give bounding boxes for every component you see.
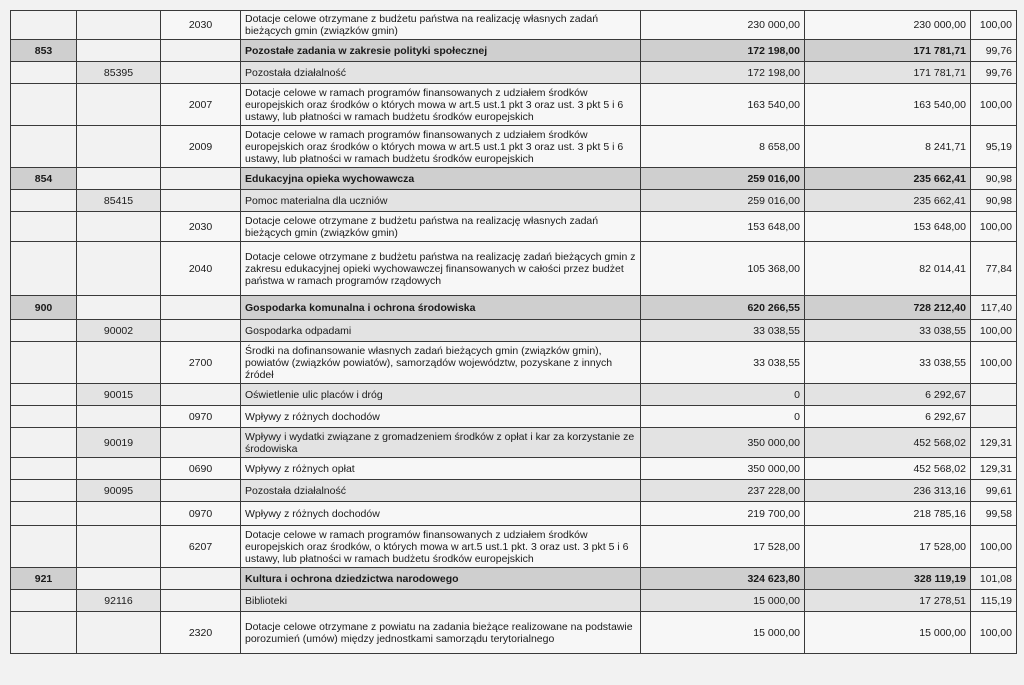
- dzial-cell: 854: [11, 168, 77, 190]
- plan-amount-cell: 15 000,00: [641, 590, 805, 612]
- rozdzial-cell: [77, 568, 161, 590]
- percent-cell: 100,00: [971, 612, 1017, 654]
- rozdzial-cell: 85415: [77, 190, 161, 212]
- dzial-cell: [11, 406, 77, 428]
- percent-cell: 100,00: [971, 84, 1017, 126]
- description-cell: Dotacje celowe otrzymane z powiatu na zadania bieżące realizowane na podstawie porozumień (umów) między jednostkami samorządu terytorialnego: [241, 612, 641, 654]
- description-cell: Pozostała działalność: [241, 62, 641, 84]
- paragraf-row: [11, 126, 1017, 168]
- paragraf-row: [11, 11, 1017, 40]
- executed-amount-cell: 236 313,16: [805, 480, 971, 502]
- dzial-cell: [11, 480, 77, 502]
- dzial-cell: [11, 190, 77, 212]
- rozdzial-cell: [77, 11, 161, 40]
- percent-cell: 77,84: [971, 242, 1017, 296]
- rozdzial-cell: [77, 84, 161, 126]
- description-cell: Gospodarka odpadami: [241, 320, 641, 342]
- plan-amount-cell: 172 198,00: [641, 40, 805, 62]
- plan-amount-cell: 620 266,55: [641, 296, 805, 320]
- plan-amount-cell: 259 016,00: [641, 190, 805, 212]
- rozdzial-cell: [77, 526, 161, 568]
- rozdzial-cell: 90015: [77, 384, 161, 406]
- percent-cell: 99,76: [971, 40, 1017, 62]
- percent-cell: 129,31: [971, 458, 1017, 480]
- paragraf-cell: 2030: [161, 11, 241, 40]
- rozdzial-cell: [77, 342, 161, 384]
- rozdzial-cell: 85395: [77, 62, 161, 84]
- percent-cell: 95,19: [971, 126, 1017, 168]
- dzial-cell: [11, 428, 77, 458]
- dzial-cell: [11, 126, 77, 168]
- executed-amount-cell: 230 000,00: [805, 11, 971, 40]
- paragraf-cell: 2040: [161, 242, 241, 296]
- percent-cell: 117,40: [971, 296, 1017, 320]
- executed-amount-cell: 33 038,55: [805, 320, 971, 342]
- paragraf-cell: [161, 190, 241, 212]
- executed-amount-cell: 6 292,67: [805, 384, 971, 406]
- executed-amount-cell: 33 038,55: [805, 342, 971, 384]
- dzial-cell: [11, 458, 77, 480]
- dzial-cell: [11, 384, 77, 406]
- dzial-cell: [11, 62, 77, 84]
- paragraf-cell: 2007: [161, 84, 241, 126]
- percent-cell: 129,31: [971, 428, 1017, 458]
- plan-amount-cell: 0: [641, 406, 805, 428]
- rozdzial-row: [11, 62, 1017, 84]
- percent-cell: 100,00: [971, 342, 1017, 384]
- description-cell: Dotacje celowe otrzymane z budżetu państwa na realizację własnych zadań bieżących gmin (związków gmin): [241, 11, 641, 40]
- executed-amount-cell: 452 568,02: [805, 428, 971, 458]
- description-cell: Wpływy i wydatki związane z gromadzeniem środków z opłat i kar za korzystanie ze środowiska: [241, 428, 641, 458]
- executed-amount-cell: 218 785,16: [805, 502, 971, 526]
- paragraf-cell: 0970: [161, 502, 241, 526]
- dzial-row: [11, 568, 1017, 590]
- executed-amount-cell: 153 648,00: [805, 212, 971, 242]
- description-cell: Oświetlenie ulic placów i dróg: [241, 384, 641, 406]
- executed-amount-cell: 235 662,41: [805, 168, 971, 190]
- executed-amount-cell: 171 781,71: [805, 62, 971, 84]
- percent-cell: 101,08: [971, 568, 1017, 590]
- paragraf-row: [11, 526, 1017, 568]
- paragraf-cell: [161, 62, 241, 84]
- rozdzial-row: [11, 480, 1017, 502]
- description-cell: Wpływy z różnych dochodów: [241, 502, 641, 526]
- budget-sheet: [10, 10, 1016, 654]
- dzial-cell: 853: [11, 40, 77, 62]
- executed-amount-cell: 17 278,51: [805, 590, 971, 612]
- paragraf-cell: [161, 480, 241, 502]
- plan-amount-cell: 219 700,00: [641, 502, 805, 526]
- budget-table-body: [11, 11, 1017, 654]
- dzial-cell: [11, 612, 77, 654]
- percent-cell: 90,98: [971, 168, 1017, 190]
- plan-amount-cell: 153 648,00: [641, 212, 805, 242]
- paragraf-cell: [161, 320, 241, 342]
- dzial-row: [11, 168, 1017, 190]
- description-cell: Dotacje celowe w ramach programów finansowanych z udziałem środków europejskich oraz środków, o których mowa w art.5 ust.1 pkt. 3 oraz ust. 3 pkt 5 i 6 ustawy, lub płatności w ramach budżetu środków europejskich: [241, 526, 641, 568]
- paragraf-cell: 0690: [161, 458, 241, 480]
- dzial-cell: [11, 526, 77, 568]
- dzial-cell: [11, 84, 77, 126]
- executed-amount-cell: 6 292,67: [805, 406, 971, 428]
- paragraf-cell: [161, 296, 241, 320]
- paragraf-cell: [161, 168, 241, 190]
- plan-amount-cell: 237 228,00: [641, 480, 805, 502]
- paragraf-cell: [161, 590, 241, 612]
- rozdzial-row: [11, 384, 1017, 406]
- executed-amount-cell: 8 241,71: [805, 126, 971, 168]
- dzial-cell: [11, 242, 77, 296]
- paragraf-cell: 6207: [161, 526, 241, 568]
- description-cell: Kultura i ochrona dziedzictwa narodowego: [241, 568, 641, 590]
- percent-cell: 99,61: [971, 480, 1017, 502]
- rozdzial-cell: [77, 126, 161, 168]
- plan-amount-cell: 17 528,00: [641, 526, 805, 568]
- rozdzial-row: [11, 590, 1017, 612]
- percent-cell: 100,00: [971, 526, 1017, 568]
- percent-cell: 90,98: [971, 190, 1017, 212]
- dzial-row: [11, 296, 1017, 320]
- description-cell: Wpływy z różnych dochodów: [241, 406, 641, 428]
- percent-cell: 100,00: [971, 320, 1017, 342]
- rozdzial-cell: [77, 212, 161, 242]
- rozdzial-cell: [77, 242, 161, 296]
- executed-amount-cell: 235 662,41: [805, 190, 971, 212]
- paragraf-cell: 2700: [161, 342, 241, 384]
- percent-cell: 100,00: [971, 11, 1017, 40]
- dzial-cell: [11, 320, 77, 342]
- executed-amount-cell: 728 212,40: [805, 296, 971, 320]
- description-cell: Pomoc materialna dla uczniów: [241, 190, 641, 212]
- plan-amount-cell: 324 623,80: [641, 568, 805, 590]
- dzial-cell: [11, 11, 77, 40]
- dzial-cell: [11, 502, 77, 526]
- plan-amount-cell: 8 658,00: [641, 126, 805, 168]
- paragraf-row: [11, 84, 1017, 126]
- executed-amount-cell: 171 781,71: [805, 40, 971, 62]
- executed-amount-cell: 163 540,00: [805, 84, 971, 126]
- executed-amount-cell: 452 568,02: [805, 458, 971, 480]
- paragraf-row: [11, 458, 1017, 480]
- rozdzial-cell: [77, 612, 161, 654]
- plan-amount-cell: 350 000,00: [641, 458, 805, 480]
- rozdzial-cell: [77, 502, 161, 526]
- description-cell: Dotacje celowe otrzymane z budżetu państwa na realizację własnych zadań bieżących gmin (związków gmin): [241, 212, 641, 242]
- paragraf-cell: [161, 428, 241, 458]
- paragraf-cell: 2009: [161, 126, 241, 168]
- paragraf-cell: [161, 384, 241, 406]
- dzial-cell: 900: [11, 296, 77, 320]
- description-cell: Pozostałe zadania w zakresie polityki społecznej: [241, 40, 641, 62]
- description-cell: Pozostała działalność: [241, 480, 641, 502]
- description-cell: Biblioteki: [241, 590, 641, 612]
- paragraf-row: [11, 212, 1017, 242]
- paragraf-row: [11, 242, 1017, 296]
- plan-amount-cell: 105 368,00: [641, 242, 805, 296]
- plan-amount-cell: 33 038,55: [641, 320, 805, 342]
- paragraf-row: [11, 406, 1017, 428]
- description-cell: Dotacje celowe w ramach programów finansowanych z udziałem środków europejskich oraz środków o których mowa w art.5 ust.1 pkt 3 oraz ust. 3 pkt 5 i 6 ustawy, lub płatności w ramach budżetu środków europejskich: [241, 126, 641, 168]
- plan-amount-cell: 350 000,00: [641, 428, 805, 458]
- rozdzial-row: [11, 190, 1017, 212]
- percent-cell: [971, 406, 1017, 428]
- plan-amount-cell: 0: [641, 384, 805, 406]
- description-cell: Środki na dofinansowanie własnych zadań bieżących gmin (związków gmin), powiatów (związków powiatów), samorządów województw, pozyskane z innych źródeł: [241, 342, 641, 384]
- description-cell: Edukacyjna opieka wychowawcza: [241, 168, 641, 190]
- dzial-cell: [11, 212, 77, 242]
- description-cell: Gospodarka komunalna i ochrona środowiska: [241, 296, 641, 320]
- paragraf-row: [11, 612, 1017, 654]
- rozdzial-cell: [77, 458, 161, 480]
- rozdzial-cell: 90019: [77, 428, 161, 458]
- dzial-cell: [11, 342, 77, 384]
- executed-amount-cell: 15 000,00: [805, 612, 971, 654]
- rozdzial-cell: 90095: [77, 480, 161, 502]
- dzial-cell: 921: [11, 568, 77, 590]
- paragraf-cell: 2320: [161, 612, 241, 654]
- dzial-row: [11, 40, 1017, 62]
- plan-amount-cell: 15 000,00: [641, 612, 805, 654]
- plan-amount-cell: 259 016,00: [641, 168, 805, 190]
- plan-amount-cell: 172 198,00: [641, 62, 805, 84]
- paragraf-row: [11, 502, 1017, 526]
- paragraf-cell: 0970: [161, 406, 241, 428]
- paragraf-cell: [161, 40, 241, 62]
- plan-amount-cell: 230 000,00: [641, 11, 805, 40]
- executed-amount-cell: 17 528,00: [805, 526, 971, 568]
- percent-cell: 115,19: [971, 590, 1017, 612]
- rozdzial-cell: 90002: [77, 320, 161, 342]
- rozdzial-cell: [77, 168, 161, 190]
- executed-amount-cell: 82 014,41: [805, 242, 971, 296]
- paragraf-cell: 2030: [161, 212, 241, 242]
- percent-cell: 99,76: [971, 62, 1017, 84]
- description-cell: Dotacje celowe w ramach programów finansowanych z udziałem środków europejskich oraz środków o których mowa w art.5 ust.1 pkt 3 oraz ust. 3 pkt 5 i 6 ustawy, lub płatności w ramach budżetu środków europejskich: [241, 84, 641, 126]
- rozdzial-cell: [77, 406, 161, 428]
- budget-table: [10, 10, 1017, 654]
- rozdzial-row: [11, 428, 1017, 458]
- rozdzial-cell: 92116: [77, 590, 161, 612]
- paragraf-cell: [161, 568, 241, 590]
- paragraf-row: [11, 342, 1017, 384]
- description-cell: Wpływy z różnych opłat: [241, 458, 641, 480]
- plan-amount-cell: 33 038,55: [641, 342, 805, 384]
- description-cell: Dotacje celowe otrzymane z budżetu państwa na realizację zadań bieżących gmin z zakresu edukacyjnej opieki wychowawczej finansowanych w całości przez budżet państwa w ramach programów rządowych: [241, 242, 641, 296]
- rozdzial-cell: [77, 40, 161, 62]
- executed-amount-cell: 328 119,19: [805, 568, 971, 590]
- percent-cell: [971, 384, 1017, 406]
- plan-amount-cell: 163 540,00: [641, 84, 805, 126]
- percent-cell: 100,00: [971, 212, 1017, 242]
- dzial-cell: [11, 590, 77, 612]
- rozdzial-row: [11, 320, 1017, 342]
- rozdzial-cell: [77, 296, 161, 320]
- percent-cell: 99,58: [971, 502, 1017, 526]
